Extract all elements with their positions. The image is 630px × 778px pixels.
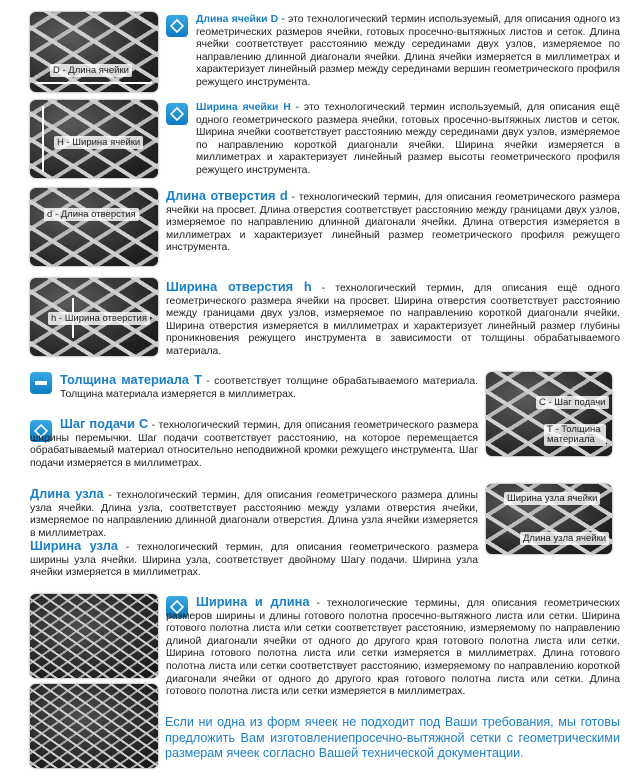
mesh-photo-feed-thickness	[486, 372, 612, 456]
photo-label-cell-length: D - Длина ячейки	[50, 64, 132, 77]
section-feed-step	[30, 418, 478, 470]
photo-label-feed-step: С - Шаг подачи	[536, 396, 609, 409]
section-cell-width	[196, 102, 620, 178]
thickness-icon	[30, 372, 52, 394]
term-opening-length: Длина отверстия d	[166, 188, 288, 203]
width-arrow	[42, 106, 44, 172]
photo-label-node-width: Ширина узла ячейки	[504, 492, 600, 505]
section-width-length	[166, 596, 620, 699]
text-feed-step: - технологический термин, для описания геометрического размера ширины перемычки. Шаг подачи соответствует расстоянию, на которое перемещается обрабатываемый материал относительно неподвижной кромки режущего инструмента. Шаг подачи измеряется в миллиметрах.	[30, 420, 478, 469]
term-feed-step: Шаг подачи C	[60, 416, 149, 431]
mesh-photo-opening-width	[30, 278, 158, 356]
photo-label-node-length: Длина узла ячейки	[520, 532, 609, 545]
photo-label-opening-width: h - Ширина отверстия	[48, 312, 150, 325]
term-node-width: Ширина узла	[30, 538, 119, 553]
call-to-action: Если ни одна из форм ячеек не подходит под Ваши требования, мы готовы предложить Вам изготовлениепросечно-вытяжной сетки с геометрическими размерам ячеек согласно Вашей технической документации.	[165, 715, 620, 760]
section-opening-length	[166, 190, 620, 255]
term-cell-width: Ширина ячейки H	[196, 102, 291, 113]
text-opening-length: - технологический термин, для описания геометрического размера ячейки на просвет. Длина отверстия соответствует расстоянию между границами двух узлов, измеряемое по направлению длинной диагонали ячейки. Длина отверстия измеряется в миллиметрах и характеризует линейный размер геометрического профиля режущего инструмента.	[166, 192, 620, 254]
mesh-photo-sheet-2	[30, 684, 158, 768]
photo-label-cell-width: H - Ширина ячейки	[54, 136, 143, 149]
term-cell-length: Длина ячейки D	[196, 14, 279, 25]
mesh-photo-sheet-1	[30, 594, 158, 678]
section-node-length	[30, 488, 478, 540]
diamond-icon	[166, 103, 188, 125]
text-width-length: - технологические термины, для описания геометрических размеров ширины и длины готового полотна просечно-вытяжного листа или сетки. Ширина готового полотна листа или сетки соответствует расстоянию, измеряемому по направлению длиной диагонали ячейки от одного до другого края готового полотна листа или сетки. Ширина готового полотна листа или сетки измеряется в миллиметрах. Длина готового полотна листа или сетки соответствует расстоянию, измеряемому по направлению короткой диагонали ячейки от одного до другого края готового полотна листа или сетки. Длина готового полотна листа или сетки измеряется в миллиметрах.	[166, 598, 620, 698]
diamond-icon	[166, 15, 188, 37]
mesh-photo-cell-length	[30, 12, 158, 92]
mesh-photo-cell-width	[30, 100, 158, 178]
section-cell-length	[196, 14, 620, 90]
term-thickness: Толщина материала T	[60, 372, 202, 387]
section-node-width	[30, 540, 478, 580]
section-thickness	[60, 374, 478, 401]
mesh-photo-opening-length	[30, 188, 158, 266]
text-thickness: - соответствует толщине обрабатываемого материала. Толщина материала измеряется в миллиметрах.	[60, 376, 478, 400]
length-arrow	[36, 82, 152, 84]
term-width-length: Ширина и длина	[196, 594, 310, 609]
text-node-width: - технологический термин, для описания геометрического размера ширины узла ячейки. Ширина узла, соответствует двойному Шагу подачи. Ширина узла ячейки измеряется в миллиметрах.	[30, 542, 479, 579]
text-node-length: - технологический термин, для описания геометрического размера длины узла ячейки. Длина узла, соответствует расстоянию между узлами отверстия ячейки, измеряемое по направлению длинной диагонали отверстия. Длина узла ячейки измеряется в миллиметрах.	[30, 490, 478, 539]
text-opening-width: - технологический термин, для описания ещё одного геометрического размера ячейки на просвет. Ширина отверстия соответствует расстоянию между границами двух узлов, измеряемое по направлению короткой диагонали ячейки. Ширина отверстия измеряется в миллиметрах и характеризует линейный размер глубины проникновения режущего инструмента в зависимости от толщины обрабатываемого материала.	[166, 283, 620, 357]
photo-label-thickness: Т - Толщина материала	[544, 424, 606, 446]
text-cell-width: - это технологический термин используемый, для описания ещё одного геометрического размера ячейки, готовых просечно-вытяжных листов и сеток. Ширина ячейки соответствует расстоянию между серединами двух узлов, измеряемое по направлению короткой диагонали ячейки. Ширина ячейки измеряется в миллиметрах и характеризует линейный размер высоты геометрического профиля режущего инструмента.	[196, 102, 620, 176]
mesh-photo-node	[486, 484, 612, 554]
term-node-length: Длина узла	[30, 486, 104, 501]
photo-label-opening-length: d - Длина отверстия	[44, 208, 139, 221]
term-opening-width: Ширина отверстия h	[166, 279, 312, 294]
text-cell-length: - это технологический термин используемый, для описания одного из геометрических размеров ячейки, готовых просечно-вытяжных листов и сеток. Длина ячейки соответствует расстоянию между серединами двух узлов, измеряемое по направлению длинной диагонали ячейки. Длина ячейки измеряется в миллиметрах и характеризует линейный размер между серединами вершин геометрического профиля режущего инструмента.	[196, 14, 621, 88]
section-opening-width	[166, 281, 620, 359]
